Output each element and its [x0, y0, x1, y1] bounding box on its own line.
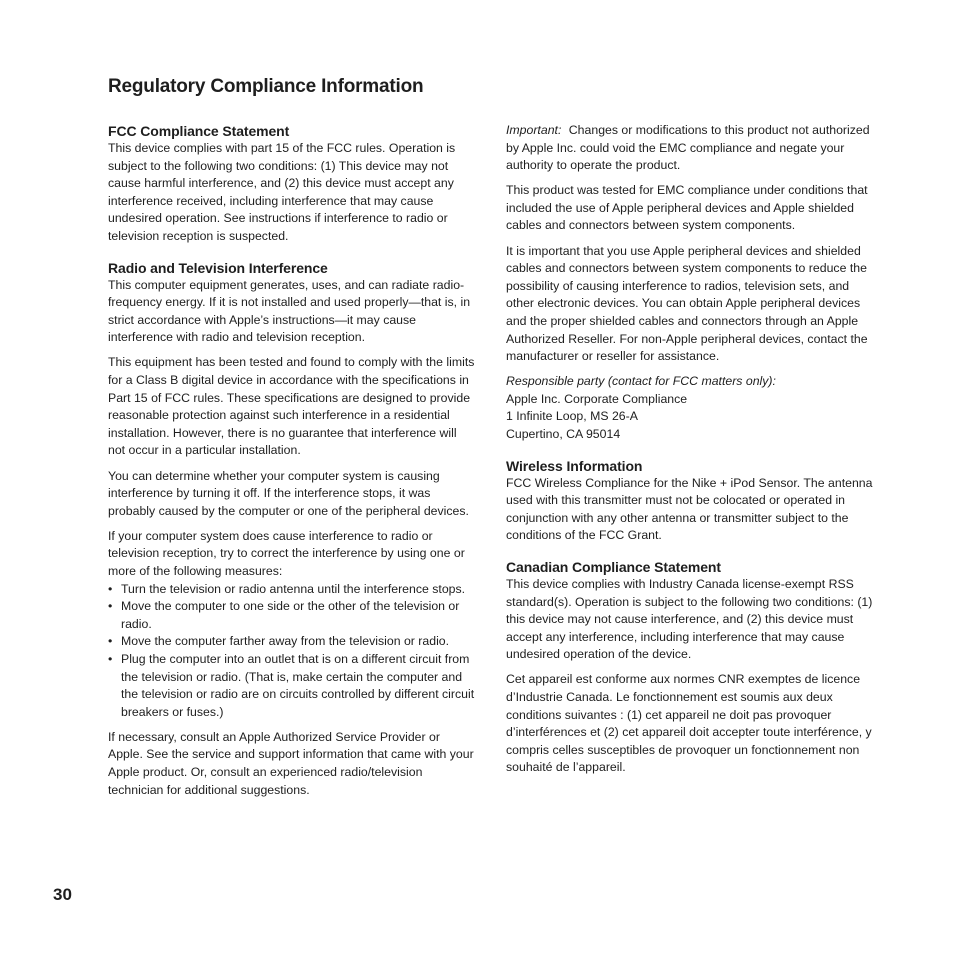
radio-tv-paragraph: If your computer system does cause interference to radio or television reception, try to correct the interference by using one or more of the following measures: — [108, 528, 465, 578]
list-item — [108, 598, 476, 633]
list-item — [108, 633, 476, 651]
wireless-heading: Wireless Information — [506, 457, 643, 474]
canadian-heading: Canadian Compliance Statement — [506, 558, 721, 575]
address-line: Cupertino, CA 95014 — [506, 427, 621, 441]
bullet-icon: • — [108, 599, 113, 614]
fcc-compliance-body: This device complies with part 15 of the FCC rules. Operation is subject to the following two conditions: (1) This device may not cause harmful interference, and (2) this device must accept any interference received, including interference that may cause undesired operation. See instructions if interference to radio or television reception is suspected. — [108, 141, 456, 243]
important-text: Changes or modifications to this product not authorized by Apple Inc. could void the EMC compliance and negate your authority to operate the product. — [506, 123, 870, 173]
emc-paragraph: This product was tested for EMC compliance under conditions that included the use of Apple peripheral devices and Apple shielded cables and connectors between system components. — [506, 183, 868, 233]
responsible-party-block — [506, 373, 878, 443]
fcc-compliance-section — [108, 122, 476, 246]
wireless-section — [506, 457, 878, 545]
emc-paragraph: It is important that you use Apple peripheral devices and shielded cables and connectors between system components to reduce the possibility of causing interference to radios, television sets, and other electronic devices. You can obtain Apple peripheral devices and the proper shielded cables and connectors through an Apple Authorized Reseller. For non-Apple peripheral devices, contact the manufacturer or reseller for assistance. — [506, 243, 868, 364]
measures-list — [108, 581, 476, 722]
bullet-icon: • — [108, 634, 113, 649]
list-item-text: Move the computer farther away from the television or radio. — [121, 634, 450, 649]
canadian-paragraph-fr: Cet appareil est conforme aux normes CNR exemptes de licence d’Industrie Canada. Le fonctionnement est soumis aux deux conditions suivantes : (1) cet appareil ne doit pas provoquer d’interférences et (2) cet appareil doit accepter toute interférence, y compris celles susceptibles de provoquer un fonctionnement non souhaité de l’appareil. — [506, 672, 872, 775]
left-column — [108, 122, 476, 812]
right-column — [506, 122, 878, 790]
page-title: Regulatory Compliance Information — [108, 76, 424, 97]
radio-tv-closing: If necessary, consult an Apple Authorized Service Provider or Apple. See the service and support information that came with your Apple product. Or, consult an experienced radio/television technician for additional suggestions. — [108, 729, 474, 797]
list-item-text: Plug the computer into an outlet that is on a different circuit from the television or radio. (That is, make certain the computer and the television or radio are on circuits controlled by different circuit breakers or fuses.) — [121, 651, 475, 719]
list-item-text: Turn the television or radio antenna until the interference stops. — [121, 581, 466, 596]
address-line: 1 Infinite Loop, MS 26-A — [506, 409, 638, 424]
page-number: 30 — [53, 885, 72, 904]
radio-tv-paragraph: This equipment has been tested and found to comply with the limits for a Class B digital device in accordance with the specifications in Part 15 of FCC rules. These specifications are designed to provide reasonable protection against such interference in a residential installation. However, there is no guarantee that interference will not occur in a particular installation. — [108, 355, 475, 458]
bullet-icon: • — [108, 581, 113, 596]
list-item — [108, 651, 476, 721]
radio-tv-paragraph: You can determine whether your computer system is causing interference by turning it off. If the interference stops, it was probably caused by the computer or one of the peripheral devices. — [108, 468, 469, 518]
canadian-paragraph-en: This device complies with Industry Canada license-exempt RSS standard(s). Operation is subject to the following two conditions: (1) this device may not cause interference, and (2) this device must accept any interference, including interference that may cause undesired operation of the device. — [506, 576, 873, 662]
list-item — [108, 581, 476, 599]
list-item-text: Move the computer to one side or the other of the television or radio. — [121, 599, 460, 631]
responsible-party-label: Responsible party (contact for FCC matters only): — [506, 374, 776, 389]
address-line: Apple Inc. Corporate Compliance — [506, 391, 688, 406]
radio-tv-paragraph: This computer equipment generates, uses, and can radiate radio-frequency energy. If it is not installed and used properly—that is, in strict accordance with Apple’s instructions—it may cause interference with radio and television reception. — [108, 277, 471, 345]
radio-tv-heading: Radio and Television Interference — [108, 259, 328, 276]
fcc-compliance-heading: FCC Compliance Statement — [108, 123, 290, 139]
canadian-section — [506, 558, 878, 777]
important-label: Important: — [506, 123, 562, 137]
important-note — [506, 122, 878, 175]
bullet-icon: • — [108, 651, 113, 666]
radio-tv-section — [108, 259, 476, 800]
wireless-body: FCC Wireless Compliance for the Nike + iPod Sensor. The antenna used with this transmitter must not be colocated or operated in conjunction with any other antenna or transmitter subject to the conditions of the FCC Grant. — [506, 475, 873, 543]
